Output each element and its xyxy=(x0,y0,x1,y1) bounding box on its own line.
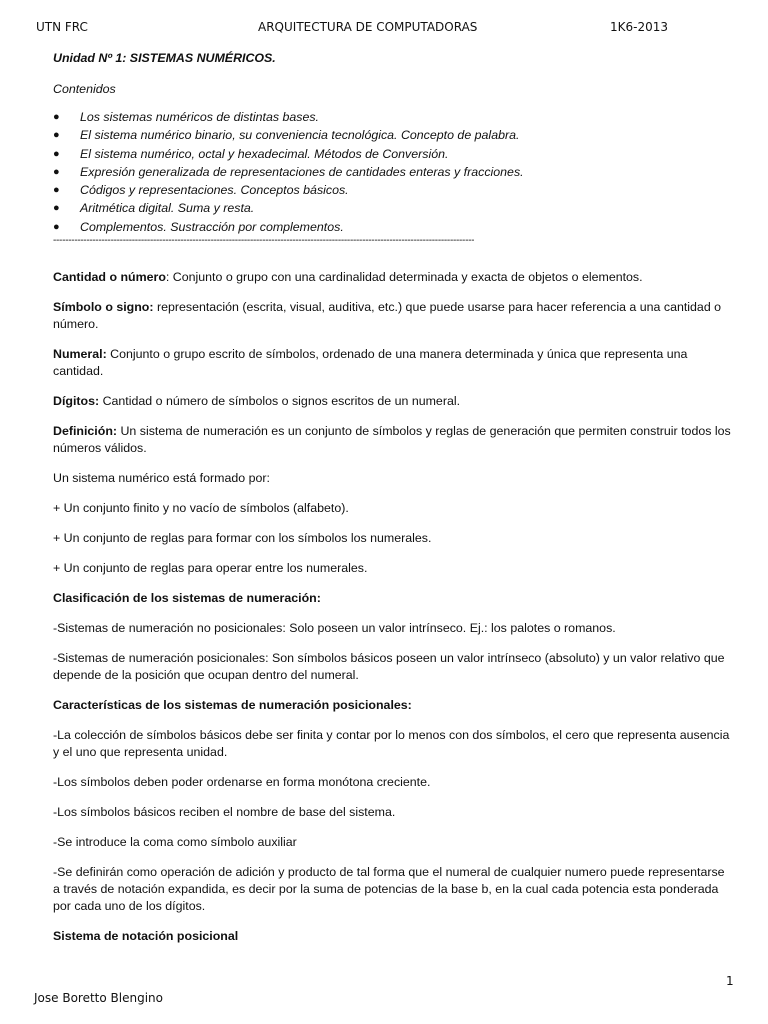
list-item: ● Los sistemas numéricos de distintas bases. xyxy=(53,108,733,126)
characteristic-item: -Se introduce la coma como símbolo auxiliar xyxy=(53,835,297,850)
bullet-icon: ● xyxy=(53,184,60,197)
list-item: ● Complementos. Sustracción por complementos. xyxy=(53,218,733,236)
list-item: ● El sistema numérico binario, su conveniencia tecnológica. Concepto de palabra. xyxy=(53,126,733,144)
system-part: + Un conjunto de reglas para operar entre los numerales. xyxy=(53,561,368,576)
page-header xyxy=(36,20,668,36)
header-course: ARQUITECTURA DE COMPUTADORAS xyxy=(258,20,478,34)
contents-label: Contenidos xyxy=(53,82,116,96)
page-number: 1 xyxy=(726,974,734,988)
list-item: ● Aritmética digital. Suma y resta. xyxy=(53,199,733,217)
bullet-icon: ● xyxy=(53,220,60,233)
list-item: ● El sistema numérico, octal y hexadecimal. Métodos de Conversión. xyxy=(53,145,733,163)
characteristic-item: -Los símbolos básicos reciben el nombre de base del sistema. xyxy=(53,805,396,820)
list-item: ● Códigos y representaciones. Conceptos básicos. xyxy=(53,181,733,199)
document-body xyxy=(53,50,733,958)
bullet-icon: ● xyxy=(53,147,60,160)
definition-symbol: Símbolo o signo: representación (escrita, visual, auditiva, etc.) que puede usarse para hacer referencia a una cantidad o número. xyxy=(53,300,722,332)
header-institution: UTN FRC xyxy=(36,20,88,34)
bullet-icon: ● xyxy=(53,129,60,142)
bullet-icon: ● xyxy=(53,111,60,123)
system-part: + Un conjunto de reglas para formar con los símbolos los numerales. xyxy=(53,531,432,546)
characteristic-item: -La colección de símbolos básicos debe ser finita y contar por lo menos con dos símbolos, el cero que representa ausencia y el uno que representa unidad. xyxy=(53,728,730,760)
list-item: ● Expresión generalizada de representaciones de cantidades enteras y fracciones. xyxy=(53,163,733,181)
classification-item: -Sistemas de numeración no posicionales: Solo poseen un valor intrínseco. Ej.: los palotes o romanos. xyxy=(53,621,616,636)
system-part: + Un conjunto finito y no vacío de símbolos (alfabeto). xyxy=(53,501,349,516)
unit-title: Unidad Nº 1: SISTEMAS NUMÉRICOS. xyxy=(53,51,276,65)
characteristic-item: -Se definirán como operación de adición y producto de tal forma que el numeral de cualquier numero puede representarse a través de notación expandida, es decir por la suma de potencias de la base b, en la cual cada potencia esta ponderada por cada uno de los dígitos. xyxy=(53,865,725,914)
footer-author: Jose Boretto Blengino xyxy=(34,991,163,1005)
bullet-icon: ● xyxy=(53,165,60,178)
definition-numbering-system: Definición: Un sistema de numeración es un conjunto de símbolos y reglas de generación que permiten construir todos los números válidos. xyxy=(53,424,731,456)
bullet-icon: ● xyxy=(53,202,60,215)
definition-quantity: Cantidad o número: Conjunto o grupo con una cardinalidad determinada y exacta de objetos o elementos. xyxy=(53,270,643,285)
classification-item: -Sistemas de numeración posicionales: Son símbolos básicos poseen un valor intrínseco (absoluto) y un valor relativo que depende de la posición que ocupan dentro del numeral. xyxy=(53,651,725,683)
classification-heading: Clasificación de los sistemas de numeración: xyxy=(53,591,321,606)
definition-digits: Dígitos: Cantidad o número de símbolos o signos escritos de un numeral. xyxy=(53,394,461,409)
positional-heading: Sistema de notación posicional xyxy=(53,929,239,944)
dashed-separator: ------------------------------------------------------------------------------------------------------------------------------------------- xyxy=(53,236,475,247)
system-intro: Un sistema numérico está formado por: xyxy=(53,471,270,486)
contents-list xyxy=(53,108,733,236)
header-course-code: 1K6-2013 xyxy=(609,20,668,34)
characteristic-item: -Los símbolos deben poder ordenarse en forma monótona creciente. xyxy=(53,775,431,790)
definition-numeral: Numeral: Conjunto o grupo escrito de símbolos, ordenado de una manera determinada y única que representa una cantidad. xyxy=(53,347,688,379)
characteristics-heading: Características de los sistemas de numeración posicionales: xyxy=(53,698,412,713)
